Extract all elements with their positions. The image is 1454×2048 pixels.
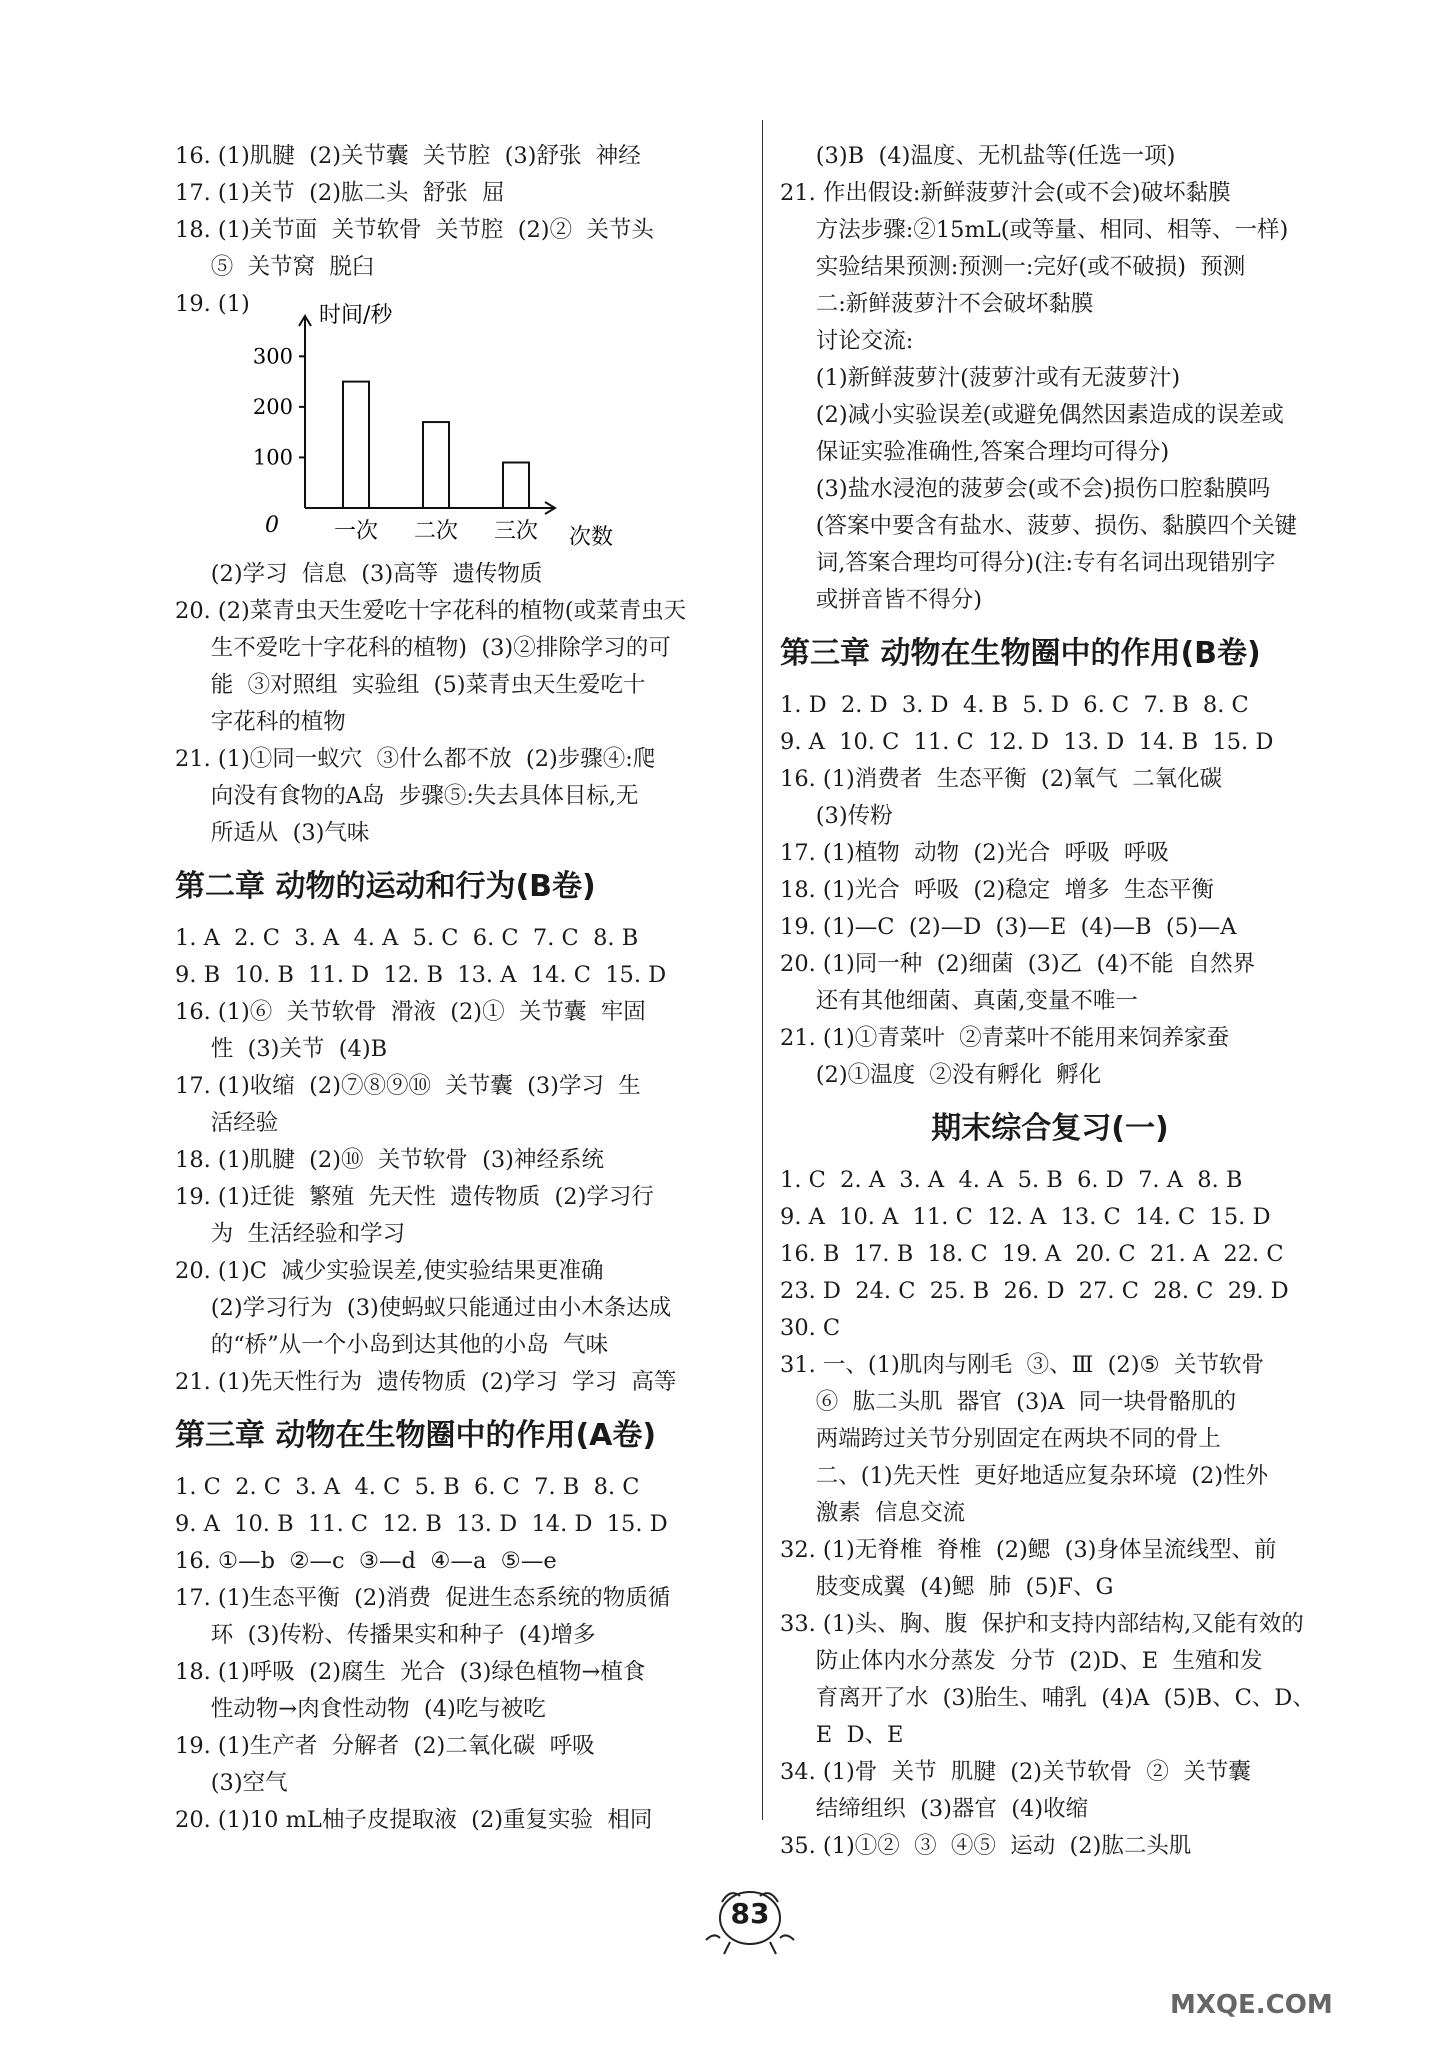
chapter2-title: 第二章 动物的运动和行为(B卷) [175, 869, 596, 904]
answer-line: 激素 信息交流 [780, 1500, 966, 1526]
answer-line: 防止体内水分蒸发 分节 (2)D、E 生殖和发 [780, 1648, 1263, 1674]
answer-line: 结缔组织 (3)器官 (4)收缩 [780, 1796, 1089, 1822]
page-number: 83 [730, 1897, 770, 1930]
answer-line: (3)传粉 [780, 803, 893, 829]
answer-line: 17. (1)关节 (2)肱二头 舒张 屈 [175, 180, 505, 206]
answer-line: 的“桥”从一个小岛到达其他的小岛 气味 [175, 1332, 609, 1358]
y-axis-label: 时间/秒 [319, 303, 393, 328]
answer-line: 35. (1)①② ③ ④⑤ 运动 (2)肱二头肌 [780, 1833, 1192, 1859]
final-review-title: 期末综合复习(一) [931, 1111, 1169, 1146]
answer-line: 17. (1)收缩 (2)⑦⑧⑨⑩ 关节囊 (3)学习 生 [175, 1073, 641, 1099]
bar-chart [175, 286, 735, 556]
answer-line: 31. 一、(1)肌肉与刚毛 ③、Ⅲ (2)⑤ 关节软骨 [780, 1352, 1264, 1378]
answer-line: 18. (1)肌腱 (2)⑩ 关节软骨 (3)神经系统 [175, 1147, 604, 1173]
answer-line: 23. D 24. C 25. B 26. D 27. C 28. C 29. D [780, 1278, 1289, 1304]
origin-label: 0 [265, 513, 279, 538]
answer-line: (2)学习 信息 (3)高等 遗传物质 [175, 561, 543, 587]
answer-line: 活经验 [175, 1110, 279, 1136]
answer-line: 30. C [780, 1315, 841, 1341]
answer-line: 32. (1)无脊椎 脊椎 (2)鳃 (3)身体呈流线型、前 [780, 1537, 1277, 1563]
answers-block-6 [780, 687, 1320, 1094]
answer-line: 21. (1)①同一蚁穴 ③什么都不放 (2)步骤④:爬 [175, 746, 656, 772]
answer-line: (答案中要含有盐水、菠萝、损伤、黏膜四个关键 [780, 513, 1298, 539]
answer-line: 21. (1)先天性行为 遗传物质 (2)学习 学习 高等 [175, 1369, 677, 1395]
answer-line: 1. A 2. C 3. A 4. A 5. C 6. C 7. C 8. B [175, 925, 639, 951]
answer-line: 18. (1)呼吸 (2)腐生 光合 (3)绿色植物→植食 [175, 1659, 646, 1685]
answer-line: 33. (1)头、胸、腹 保护和支持内部结构,又能有效的 [780, 1611, 1304, 1637]
answer-line: 9. A 10. B 11. C 12. B 13. D 14. D 15. D [175, 1511, 668, 1537]
answer-line: 育离开了水 (3)胎生、哺乳 (4)A (5)B、C、D、 [780, 1685, 1315, 1711]
answer-line: (2)①温度 ②没有孵化 孵化 [780, 1062, 1102, 1088]
answer-line: 肢变成翼 (4)鳃 肺 (5)F、G [780, 1574, 1114, 1600]
answer-line: 讨论交流: [780, 328, 914, 354]
column-divider [762, 120, 763, 1820]
y-tick-label: 200 [252, 394, 293, 419]
answers-block-5 [780, 138, 1320, 619]
answer-line: 向没有食物的A岛 步骤⑤:失去具体目标,无 [175, 783, 639, 809]
chapter3b-title: 第三章 动物在生物圈中的作用(B卷) [780, 636, 1261, 671]
x-category-label: 三次 [493, 519, 539, 544]
answer-line: ⑤ 关节窝 脱臼 [175, 254, 375, 280]
answer-line: 19. (1)生产者 分解者 (2)二氧化碳 呼吸 [175, 1733, 595, 1759]
answer-line: 1. C 2. A 3. A 4. A 5. B 6. D 7. A 8. B [780, 1167, 1243, 1193]
answer-line: 20. (1)10 mL柚子皮提取液 (2)重复实验 相同 [175, 1807, 653, 1833]
answer-line: 二、(1)先天性 更好地适应复杂环境 (2)性外 [780, 1463, 1269, 1489]
answer-line: (2)减小实验误差(或避免偶然因素造成的误差或 [780, 402, 1284, 428]
y-tick-label: 300 [252, 344, 293, 369]
chapter3a-title: 第三章 动物在生物圈中的作用(A卷) [175, 1418, 657, 1453]
answer-line: 17. (1)植物 动物 (2)光合 呼吸 呼吸 [780, 840, 1169, 866]
answers-block-3 [175, 920, 755, 1401]
bar-chart-block [175, 286, 735, 556]
x-category-label: 一次 [333, 519, 379, 544]
answers-block-7 [780, 1162, 1320, 1865]
answer-line: 字花科的植物 [175, 709, 346, 735]
answer-line: (3)盐水浸泡的菠萝会(或不会)损伤口腔黏膜吗 [780, 476, 1271, 502]
answer-line: 21. (1)①青菜叶 ②青菜叶不能用来饲养家蚕 [780, 1025, 1230, 1051]
x-category-label: 二次 [413, 519, 459, 544]
answer-line: 20. (1)同一种 (2)细菌 (3)乙 (4)不能 自然界 [780, 951, 1256, 977]
answer-line: 16. ①—b ②—c ③—d ④—a ⑤—e [175, 1548, 557, 1574]
answer-line: 34. (1)骨 关节 肌腱 (2)关节软骨 ② 关节囊 [780, 1759, 1251, 1785]
right-column [780, 138, 1320, 1865]
answer-line: (3)空气 [175, 1770, 288, 1796]
answer-line: 16. (1)肌腱 (2)关节囊 关节腔 (3)舒张 神经 [175, 143, 641, 169]
answers-block-4 [175, 1469, 755, 1839]
answer-line: 生不爱吃十字花科的植物) (3)②排除学习的可 [175, 635, 671, 661]
answers-block-2 [175, 556, 755, 852]
answer-line: 17. (1)生态平衡 (2)消费 促进生态系统的物质循 [175, 1585, 671, 1611]
answer-line: 环 (3)传粉、传播果实和种子 (4)增多 [175, 1622, 596, 1648]
answer-line: ⑥ 肱二头肌 器官 (3)A 同一块骨骼肌的 [780, 1389, 1237, 1415]
answer-line: 9. B 10. B 11. D 12. B 13. A 14. C 15. D [175, 962, 667, 988]
answer-line: (3)B (4)温度、无机盐等(任选一项) [780, 143, 1176, 169]
answer-line: (2)学习行为 (3)使蚂蚁只能通过由小木条达成 [175, 1295, 672, 1321]
answer-line: 保证实验准确性,答案合理均可得分) [780, 439, 1170, 465]
q19-label: 19. (1) [175, 291, 250, 317]
answer-line: 方法步骤:②15mL(或等量、相同、相等、一样) [780, 217, 1289, 243]
watermark-text: MXQE.COM [1170, 1990, 1333, 2020]
answer-line: 1. C 2. C 3. A 4. C 5. B 6. C 7. B 8. C [175, 1474, 640, 1500]
answer-line: 或拼音皆不得分) [780, 587, 983, 613]
answer-line: 9. A 10. C 11. C 12. D 13. D 14. B 15. D [780, 729, 1274, 755]
answer-line: 21. 作出假设:新鲜菠萝汁会(或不会)破坏黏膜 [780, 180, 1231, 206]
answer-line: 为 生活经验和学习 [175, 1221, 406, 1247]
answer-line: 18. (1)光合 呼吸 (2)稳定 增多 生态平衡 [780, 877, 1214, 903]
answer-line: 16. (1)消费者 生态平衡 (2)氧气 二氧化碳 [780, 766, 1223, 792]
answer-line: 16. B 17. B 18. C 19. A 20. C 21. A 22. C [780, 1241, 1284, 1267]
answer-line: E D、E [780, 1722, 904, 1748]
answer-line: 20. (2)菜青虫天生爱吃十字花科的植物(或菜青虫天 [175, 598, 687, 624]
bar [503, 463, 529, 509]
answer-line: 还有其他细菌、真菌,变量不唯一 [780, 988, 1138, 1014]
answer-line: 性 (3)关节 (4)B [175, 1036, 388, 1062]
answer-line: 9. A 10. A 11. C 12. A 13. C 14. C 15. D [780, 1204, 1271, 1230]
bar [343, 382, 369, 508]
answer-line: 词,答案合理均可得分)(注:专有名词出现错别字 [780, 550, 1276, 576]
answer-line: 两端跨过关节分别固定在两块不同的骨上 [780, 1426, 1221, 1452]
left-column [175, 138, 755, 1839]
answer-line: 20. (1)C 减少实验误差,使实验结果更准确 [175, 1258, 604, 1284]
y-tick-label: 100 [252, 445, 293, 470]
answer-line: 19. (1)迁徙 繁殖 先天性 遗传物质 (2)学习行 [175, 1184, 654, 1210]
answer-line: 性动物→肉食性动物 (4)吃与被吃 [175, 1696, 546, 1722]
answer-line: 18. (1)关节面 关节软骨 关节腔 (2)② 关节头 [175, 217, 654, 243]
answer-line: (1)新鲜菠萝汁(菠萝汁或有无菠萝汁) [780, 365, 1181, 391]
answer-line: 16. (1)⑥ 关节软骨 滑液 (2)① 关节囊 牢固 [175, 999, 646, 1025]
answer-line: 实验结果预测:预测一:完好(或不破损) 预测 [780, 254, 1246, 280]
answer-line: 二:新鲜菠萝汁不会破坏黏膜 [780, 291, 1094, 317]
answer-line: 所适从 (3)气味 [175, 820, 370, 846]
x-axis-label: 次数 [569, 525, 614, 550]
answer-line: 能 ③对照组 实验组 (5)菜青虫天生爱吃十 [175, 672, 646, 698]
answer-line: 19. (1)—C (2)—D (3)—E (4)—B (5)—A [780, 914, 1237, 940]
answers-block-1 [175, 138, 755, 286]
bar [423, 422, 449, 508]
answer-line: 1. D 2. D 3. D 4. B 5. D 6. C 7. B 8. C [780, 692, 1249, 718]
